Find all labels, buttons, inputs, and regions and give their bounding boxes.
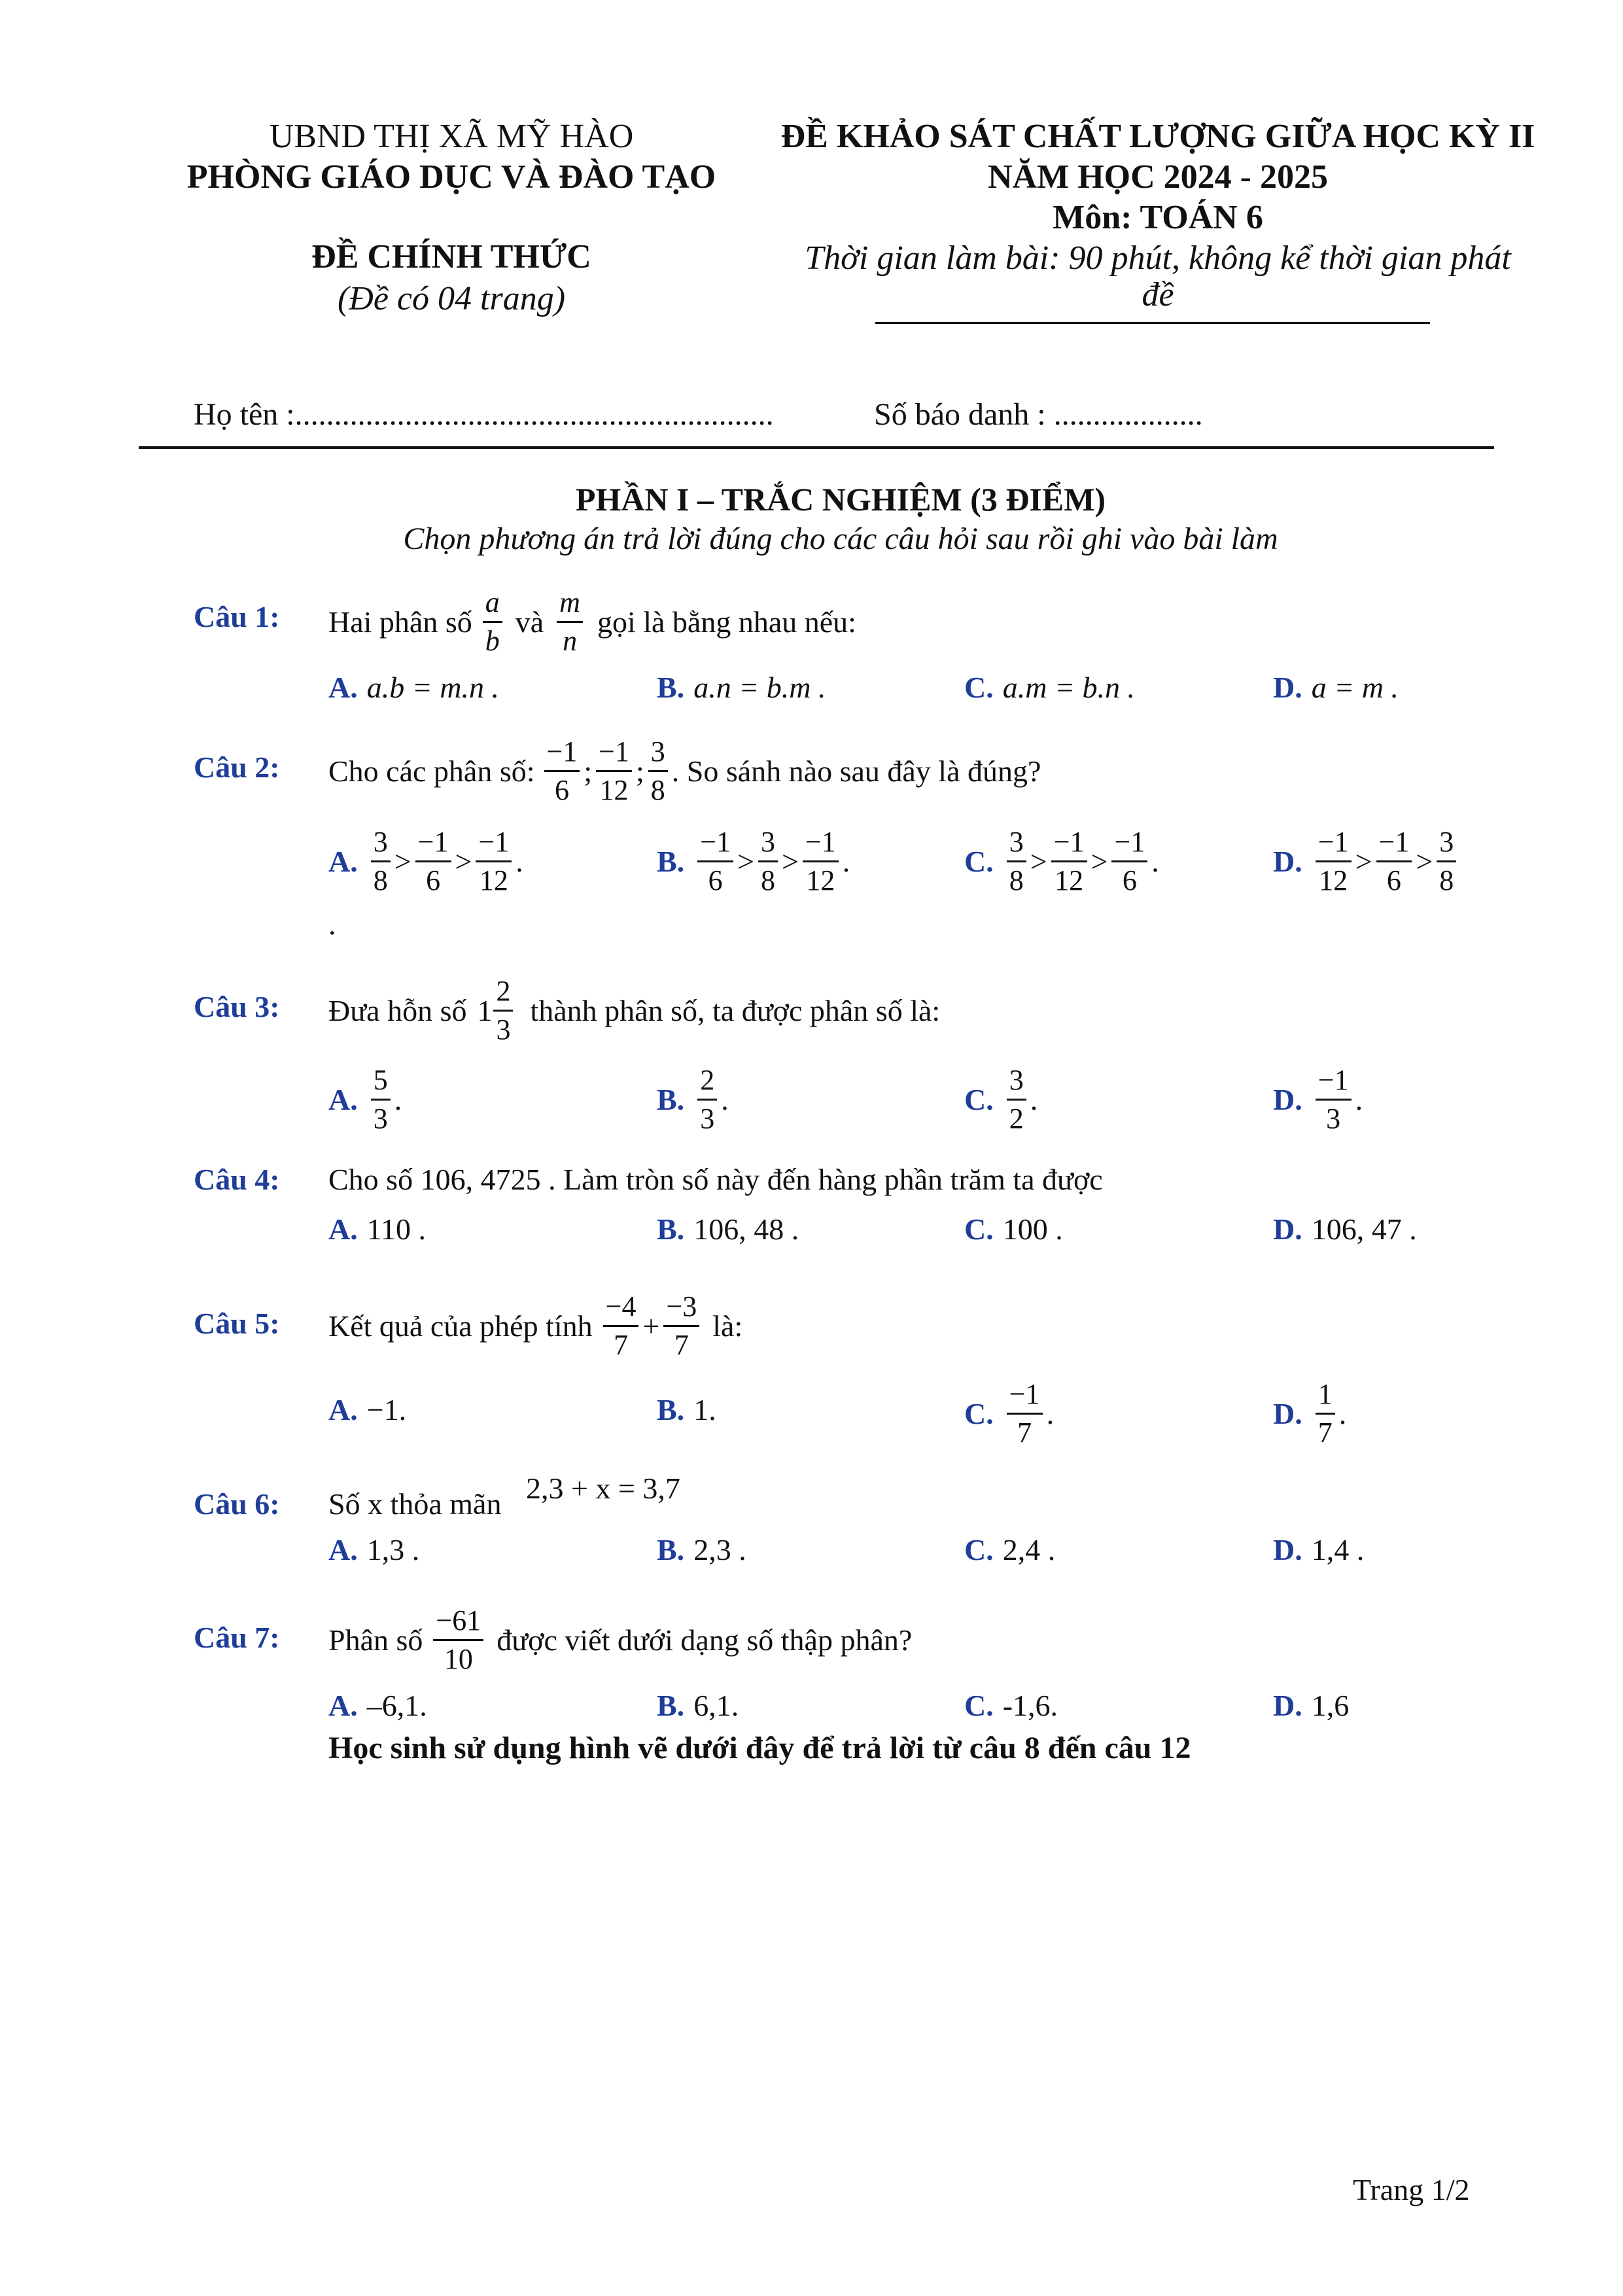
- question-label: Câu 2:: [194, 751, 280, 784]
- option-a[interactable]: A. 110 .: [328, 1212, 427, 1246]
- question-3-text: Đưa hỗn số 1 $\frac{2}{3}$ thành phân số, ta được phân số là:: [328, 974, 941, 1046]
- option-c[interactable]: C. a.m = b.n .: [964, 671, 1135, 704]
- option-d[interactable]: D. 106, 47 .: [1273, 1212, 1417, 1246]
- student-divider: [139, 446, 1494, 449]
- option-d[interactable]: D. $\frac{-1}{12}$ > $\frac{-1}{6}$ > $\frac{3}{8}$: [1273, 821, 1460, 902]
- option-d[interactable]: D. 1,4 .: [1273, 1533, 1365, 1566]
- question-1-text: Hai phân số $\frac{a}{b}$ và $\frac{m}{n}$ gọi là bằng nhau nếu:: [328, 586, 856, 657]
- student-id-field: Số báo danh : ...................: [874, 397, 1203, 432]
- question-label: Câu 4:: [194, 1163, 280, 1196]
- question-label: Câu 1:: [194, 600, 280, 633]
- student-name-field: Họ tên :.............................................................: [194, 397, 774, 432]
- header-divider: [875, 322, 1430, 324]
- question-2-text: Cho các phân số: $\frac{-1}{6}$ ; $\frac{-1}{12}$ ; $\frac{3}{8}$ . So sánh nào sau đây là đúng?: [328, 735, 1041, 806]
- time-limit-line1: Thời gian làm bài: 90 phút, không kể thời gian phát: [805, 239, 1511, 277]
- question-7-text: Phân số $\frac{-61}{10}$ được viết dưới dạng số thập phân?: [328, 1604, 913, 1675]
- subject: Môn: TOÁN 6: [1053, 199, 1263, 236]
- option-c[interactable]: C. 2,4 .: [964, 1533, 1056, 1566]
- option-b[interactable]: B. a.n = b.m .: [657, 671, 826, 704]
- official-label: ĐỀ CHÍNH THỨC: [311, 238, 591, 275]
- question-label: Câu 5:: [194, 1307, 280, 1340]
- question-4-text: Cho số 106, 4725 . Làm tròn số này đến hàng phần trăm ta được: [328, 1163, 1103, 1196]
- question-6-equation: 2,3 + x = 3,7: [526, 1472, 680, 1505]
- option-b[interactable]: B. $\frac{2}{3}$ .: [657, 1063, 729, 1135]
- option-a[interactable]: A. –6,1.: [328, 1689, 427, 1722]
- option-d[interactable]: D. $\frac{1}{7}$ .: [1273, 1377, 1347, 1449]
- option-d[interactable]: D. $\frac{-1}{3}$ .: [1273, 1063, 1363, 1135]
- question-5-text: Kết quả của phép tính $\frac{-4}{7}$ + $\frac{-3}{7}$ là:: [328, 1290, 743, 1361]
- section-title: PHẦN I – TRẮC NGHIỆM (3 ĐIỂM): [575, 481, 1106, 518]
- exam-title: ĐỀ KHẢO SÁT CHẤT LƯỢNG GIỮA HỌC KỲ II: [780, 118, 1535, 155]
- stray-dot: .: [328, 908, 336, 941]
- option-b[interactable]: B. 106, 48 .: [657, 1212, 799, 1246]
- option-a[interactable]: A. a.b = m.n .: [328, 671, 499, 704]
- option-a[interactable]: A. 1,3 .: [328, 1533, 420, 1566]
- option-c[interactable]: C. $\frac{-1}{7}$ .: [964, 1377, 1055, 1449]
- department-name: UBND THỊ XÃ MỸ HÀO: [269, 118, 634, 155]
- time-limit-line2: đề: [1142, 276, 1174, 313]
- option-b[interactable]: B. 1.: [657, 1393, 716, 1426]
- question-label: Câu 6:: [194, 1487, 280, 1521]
- page-number: Trang 1/2: [1353, 2173, 1470, 2206]
- option-d[interactable]: D. a = m .: [1273, 671, 1399, 704]
- page-count-note: (Đề có 04 trang): [337, 280, 566, 317]
- option-a[interactable]: A. $\frac{5}{3}$ .: [328, 1063, 402, 1135]
- option-d[interactable]: D. 1,6: [1273, 1689, 1350, 1722]
- option-a[interactable]: A. −1.: [328, 1393, 407, 1426]
- option-b[interactable]: B. $\frac{-1}{6}$ > $\frac{3}{8}$ > $\frac{-1}{12}$ .: [657, 825, 850, 896]
- option-c[interactable]: C. -1,6.: [964, 1689, 1058, 1722]
- question-label: Câu 3:: [194, 990, 280, 1023]
- school-year: NĂM HỌC 2024 - 2025: [988, 158, 1328, 196]
- option-b[interactable]: B. 6,1.: [657, 1689, 739, 1722]
- option-a[interactable]: A. $\frac{3}{8}$ > $\frac{-1}{6}$ > $\frac{-1}{12}$ .: [328, 825, 523, 896]
- option-c[interactable]: C. $\frac{3}{2}$ .: [964, 1063, 1038, 1135]
- option-c[interactable]: C. 100 .: [964, 1212, 1063, 1246]
- figure-note: Học sinh sử dụng hình vẽ dưới đây để trả lời từ câu 8 đến câu 12: [328, 1731, 1191, 1765]
- question-label: Câu 7:: [194, 1621, 280, 1654]
- option-c[interactable]: C. $\frac{3}{8}$ > $\frac{-1}{12}$ > $\frac{-1}{6}$ .: [964, 825, 1159, 896]
- option-b[interactable]: B. 2,3 .: [657, 1533, 746, 1566]
- question-6-text: Số x thỏa mãn: [328, 1487, 502, 1521]
- section-instruction: Chọn phương án trả lời đúng cho các câu hỏi sau rồi ghi vào bài làm: [403, 521, 1278, 556]
- office-name: PHÒNG GIÁO DỤC VÀ ĐÀO TẠO: [186, 158, 716, 196]
